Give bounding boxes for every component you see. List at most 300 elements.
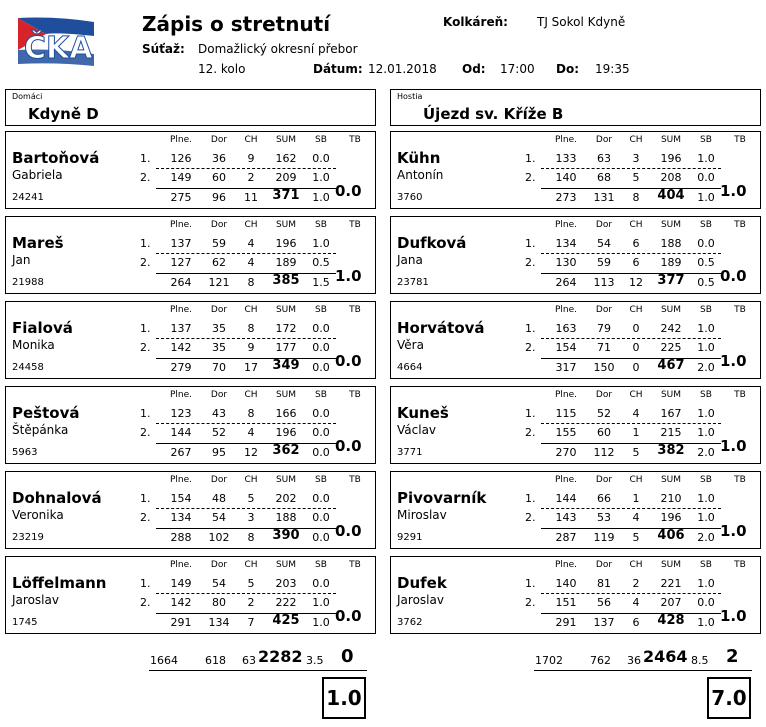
column-header: Plne. — [554, 135, 578, 145]
column-header: TB — [734, 475, 746, 485]
game-number: 1. — [140, 407, 151, 420]
player-tb: 1.0 — [335, 267, 362, 285]
player-total-sum: 385 — [272, 273, 300, 288]
column-header: SB — [700, 135, 712, 145]
player-total-value: 112 — [593, 446, 615, 459]
column-header: SUM — [275, 135, 297, 145]
game-value: 66 — [597, 492, 611, 505]
game-value: 130 — [555, 256, 577, 269]
game-number: 1. — [525, 322, 536, 335]
game-value: 9 — [247, 341, 255, 354]
player-id: 23219 — [12, 532, 44, 543]
player-total-value: 134 — [208, 616, 230, 629]
player-surname: Dohnalová — [12, 489, 102, 507]
player-first-name: Štěpánka — [12, 423, 69, 437]
column-header: TB — [734, 390, 746, 400]
player-surname: Löffelmann — [12, 574, 107, 592]
home-totals-line — [149, 670, 367, 671]
game-value: 79 — [597, 322, 611, 335]
game-value: 188 — [660, 237, 682, 250]
column-header: TB — [349, 390, 361, 400]
player-total-value: 131 — [593, 191, 615, 204]
game-value: 52 — [212, 426, 226, 439]
total-separator — [156, 443, 336, 444]
competition-label: Súťaž: — [142, 42, 185, 56]
column-header: SB — [315, 560, 327, 570]
column-header: SB — [315, 390, 327, 400]
player-total-value: 121 — [208, 276, 230, 289]
game-value: 4 — [632, 511, 640, 524]
game-value: 196 — [275, 426, 297, 439]
game-value: 115 — [555, 407, 577, 420]
player-surname: Horvátová — [397, 319, 485, 337]
row-separator — [541, 593, 721, 594]
game-value: 142 — [170, 341, 192, 354]
game-value: 0.5 — [312, 256, 330, 269]
player-total-value: 1.5 — [312, 276, 330, 289]
away-team-name: Újezd sv. Kříže B — [423, 105, 564, 123]
player-id: 24241 — [12, 192, 44, 203]
column-header: Plne. — [169, 560, 193, 570]
column-header: Dor — [210, 305, 228, 315]
player-total-value: 1.0 — [697, 616, 715, 629]
game-value: 4 — [247, 237, 255, 250]
game-value: 196 — [660, 152, 682, 165]
player-total-value: 96 — [212, 191, 226, 204]
game-value: 137 — [170, 322, 192, 335]
total-separator — [541, 528, 721, 529]
competition-value: Domažlický okresní přebor — [198, 42, 358, 56]
player-id: 21988 — [12, 277, 44, 288]
game-value: 208 — [660, 171, 682, 184]
away-final-score: 7.0 — [707, 677, 751, 719]
game-number: 1. — [525, 577, 536, 590]
player-total-value: 137 — [593, 616, 615, 629]
home-player-card — [5, 301, 376, 379]
game-value: 71 — [597, 341, 611, 354]
column-header: SB — [315, 135, 327, 145]
player-total-value: 0.0 — [312, 361, 330, 374]
game-value: 0.5 — [697, 256, 715, 269]
column-header: TB — [734, 560, 746, 570]
game-value: 3 — [247, 511, 255, 524]
game-number: 1. — [140, 237, 151, 250]
game-value: 1.0 — [697, 322, 715, 335]
game-value: 1 — [632, 492, 640, 505]
row-separator — [156, 423, 336, 424]
game-value: 0.0 — [312, 426, 330, 439]
player-id: 24458 — [12, 362, 44, 373]
game-number: 2. — [140, 171, 151, 184]
game-value: 196 — [660, 511, 682, 524]
page-title: Zápis o stretnutí — [142, 12, 331, 36]
game-value: 1.0 — [312, 171, 330, 184]
column-header: Dor — [595, 560, 613, 570]
column-header: CH — [629, 475, 643, 485]
row-separator — [541, 168, 721, 169]
date-value: 12.01.2018 — [368, 62, 437, 76]
column-header: Plne. — [554, 220, 578, 230]
player-tb: 0.0 — [335, 437, 362, 455]
row-separator — [541, 423, 721, 424]
game-value: 60 — [212, 171, 226, 184]
game-value: 167 — [660, 407, 682, 420]
column-header: SB — [700, 475, 712, 485]
game-value: 0.0 — [697, 596, 715, 609]
game-number: 2. — [140, 341, 151, 354]
player-total-value: 8 — [247, 531, 255, 544]
game-value: 0.0 — [312, 341, 330, 354]
player-total-value: 1.0 — [312, 191, 330, 204]
game-value: 140 — [555, 577, 577, 590]
game-number: 1. — [525, 407, 536, 420]
game-value: 203 — [275, 577, 297, 590]
game-number: 2. — [525, 256, 536, 269]
svg-text:ČKA: ČKA — [24, 31, 93, 66]
game-value: 1.0 — [697, 152, 715, 165]
player-total-sum: 382 — [657, 443, 685, 458]
player-surname: Fialová — [12, 319, 73, 337]
game-value: 6 — [632, 256, 640, 269]
game-number: 2. — [525, 596, 536, 609]
player-total-value: 275 — [170, 191, 192, 204]
away-total-sum: 2464 — [643, 647, 688, 666]
column-header: TB — [349, 560, 361, 570]
game-value: 1.0 — [312, 237, 330, 250]
away-team-box — [390, 89, 761, 126]
game-value: 1.0 — [697, 511, 715, 524]
game-value: 2 — [247, 596, 255, 609]
player-surname: Kühn — [397, 149, 441, 167]
player-first-name: Václav — [397, 423, 437, 437]
home-total-ch: 63 — [242, 654, 256, 667]
game-value: 144 — [170, 426, 192, 439]
player-total-value: 6 — [632, 616, 640, 629]
game-value: 59 — [212, 237, 226, 250]
player-surname: Dufková — [397, 234, 467, 252]
away-player-card — [390, 471, 761, 549]
column-header: SUM — [660, 475, 682, 485]
game-value: 3 — [632, 152, 640, 165]
game-number: 2. — [525, 171, 536, 184]
player-total-value: 17 — [244, 361, 258, 374]
player-first-name: Miroslav — [397, 508, 447, 522]
game-value: 0.0 — [312, 152, 330, 165]
player-surname: Bartoňová — [12, 149, 100, 167]
player-total-sum: 467 — [657, 358, 685, 373]
column-header: Dor — [595, 220, 613, 230]
column-header: SUM — [660, 135, 682, 145]
game-value: 222 — [275, 596, 297, 609]
column-header: CH — [629, 135, 643, 145]
column-header: SUM — [275, 475, 297, 485]
to-label: Do: — [556, 62, 580, 76]
game-number: 2. — [525, 511, 536, 524]
player-surname: Mareš — [12, 234, 64, 252]
player-total-sum: 404 — [657, 188, 685, 203]
away-total-plne: 1702 — [535, 654, 563, 667]
total-separator — [541, 358, 721, 359]
game-number: 1. — [525, 237, 536, 250]
column-header: CH — [629, 390, 643, 400]
row-separator — [541, 253, 721, 254]
player-total-value: 264 — [170, 276, 192, 289]
player-tb: 1.0 — [720, 607, 747, 625]
game-value: 1.0 — [312, 596, 330, 609]
column-header: SUM — [275, 560, 297, 570]
column-header: SB — [315, 475, 327, 485]
player-tb: 0.0 — [335, 352, 362, 370]
column-header: Plne. — [169, 220, 193, 230]
column-header: SUM — [660, 305, 682, 315]
game-value: 0 — [632, 341, 640, 354]
player-total-value: 2.0 — [697, 446, 715, 459]
game-value: 189 — [660, 256, 682, 269]
column-header: SUM — [660, 220, 682, 230]
away-player-card — [390, 131, 761, 209]
away-player-card — [390, 386, 761, 464]
column-header: CH — [244, 475, 258, 485]
player-total-value: 5 — [632, 446, 640, 459]
player-first-name: Veronika — [12, 508, 64, 522]
column-header: Plne. — [554, 560, 578, 570]
game-value: 133 — [555, 152, 577, 165]
game-number: 1. — [140, 322, 151, 335]
player-total-sum: 371 — [272, 188, 300, 203]
column-header: SB — [315, 305, 327, 315]
away-player-card — [390, 216, 761, 294]
game-value: 6 — [632, 237, 640, 250]
player-total-sum: 362 — [272, 443, 300, 458]
game-value: 162 — [275, 152, 297, 165]
game-value: 1.0 — [697, 577, 715, 590]
game-value: 80 — [212, 596, 226, 609]
game-value: 36 — [212, 152, 226, 165]
column-header: CH — [629, 220, 643, 230]
column-header: SUM — [275, 305, 297, 315]
player-first-name: Gabriela — [12, 168, 63, 182]
game-value: 1.0 — [697, 492, 715, 505]
player-tb: 0.0 — [335, 182, 362, 200]
player-id: 5963 — [12, 447, 38, 458]
game-value: 4 — [632, 407, 640, 420]
player-id: 23781 — [397, 277, 429, 288]
player-tb: 0.0 — [335, 522, 362, 540]
row-separator — [156, 593, 336, 594]
game-value: 134 — [170, 511, 192, 524]
row-separator — [156, 338, 336, 339]
home-player-card — [5, 471, 376, 549]
game-value: 5 — [247, 492, 255, 505]
game-number: 1. — [525, 492, 536, 505]
total-separator — [541, 613, 721, 614]
player-tb: 0.0 — [720, 267, 747, 285]
game-number: 2. — [140, 256, 151, 269]
column-header: SUM — [660, 560, 682, 570]
game-value: 140 — [555, 171, 577, 184]
player-total-value: 8 — [247, 276, 255, 289]
game-value: 123 — [170, 407, 192, 420]
game-number: 2. — [140, 596, 151, 609]
column-header: SB — [700, 560, 712, 570]
column-header: Plne. — [169, 475, 193, 485]
player-total-value: 70 — [212, 361, 226, 374]
away-player-card — [390, 301, 761, 379]
player-total-value: 7 — [247, 616, 255, 629]
column-header: Plne. — [554, 305, 578, 315]
player-id: 9291 — [397, 532, 423, 543]
game-value: 8 — [247, 322, 255, 335]
round: 12. kolo — [198, 62, 246, 76]
game-value: 126 — [170, 152, 192, 165]
column-header: Plne. — [169, 305, 193, 315]
game-value: 149 — [170, 171, 192, 184]
player-total-value: 12 — [629, 276, 643, 289]
player-total-sum: 428 — [657, 613, 685, 628]
game-value: 63 — [597, 152, 611, 165]
home-team-box — [5, 89, 376, 126]
player-first-name: Jan — [12, 253, 31, 267]
total-separator — [156, 358, 336, 359]
home-total-plne: 1664 — [150, 654, 178, 667]
column-header: Dor — [595, 305, 613, 315]
column-header: TB — [349, 305, 361, 315]
player-first-name: Antonín — [397, 168, 444, 182]
column-header: TB — [734, 220, 746, 230]
player-total-sum: 377 — [657, 273, 685, 288]
total-separator — [541, 188, 721, 189]
game-number: 2. — [140, 511, 151, 524]
game-number: 2. — [525, 426, 536, 439]
home-player-card — [5, 131, 376, 209]
row-separator — [156, 508, 336, 509]
column-header: Dor — [595, 475, 613, 485]
game-value: 196 — [275, 237, 297, 250]
player-surname: Dufek — [397, 574, 447, 592]
game-value: 215 — [660, 426, 682, 439]
home-player-card — [5, 216, 376, 294]
game-value: 4 — [247, 426, 255, 439]
player-surname: Peštová — [12, 404, 80, 422]
game-value: 127 — [170, 256, 192, 269]
column-header: SB — [700, 390, 712, 400]
game-value: 151 — [555, 596, 577, 609]
player-total-value: 291 — [170, 616, 192, 629]
column-header: SB — [700, 305, 712, 315]
logo — [16, 14, 98, 68]
player-total-value: 2.0 — [697, 361, 715, 374]
game-value: 225 — [660, 341, 682, 354]
player-id: 1745 — [12, 617, 38, 628]
player-total-value: 267 — [170, 446, 192, 459]
date-label: Dátum: — [313, 62, 363, 76]
game-value: 155 — [555, 426, 577, 439]
game-value: 52 — [597, 407, 611, 420]
column-header: Dor — [595, 135, 613, 145]
game-value: 207 — [660, 596, 682, 609]
column-header: CH — [629, 305, 643, 315]
game-value: 8 — [247, 407, 255, 420]
column-header: Dor — [210, 220, 228, 230]
game-value: 188 — [275, 511, 297, 524]
game-value: 134 — [555, 237, 577, 250]
away-label: Hostia — [397, 92, 423, 101]
row-separator — [156, 168, 336, 169]
player-total-value: 2.0 — [697, 531, 715, 544]
column-header: Dor — [595, 390, 613, 400]
column-header: TB — [734, 305, 746, 315]
game-value: 5 — [247, 577, 255, 590]
home-label: Domáci — [12, 92, 43, 101]
to-value: 19:35 — [595, 62, 630, 76]
player-total-value: 287 — [555, 531, 577, 544]
column-header: CH — [244, 390, 258, 400]
game-value: 0.0 — [697, 171, 715, 184]
game-value: 221 — [660, 577, 682, 590]
column-header: Plne. — [554, 390, 578, 400]
game-value: 202 — [275, 492, 297, 505]
from-label: Od: — [462, 62, 486, 76]
player-total-value: 270 — [555, 446, 577, 459]
player-tb: 0.0 — [335, 607, 362, 625]
column-header: TB — [349, 135, 361, 145]
home-total-sb: 3.5 — [306, 654, 324, 667]
away-total-dor: 762 — [590, 654, 611, 667]
game-value: 68 — [597, 171, 611, 184]
player-id: 3771 — [397, 447, 423, 458]
game-value: 62 — [212, 256, 226, 269]
player-tb: 1.0 — [720, 352, 747, 370]
lanes-value: TJ Sokol Kdyně — [537, 15, 626, 29]
game-value: 209 — [275, 171, 297, 184]
game-value: 166 — [275, 407, 297, 420]
player-total-sum: 406 — [657, 528, 685, 543]
player-id: 4664 — [397, 362, 423, 373]
game-value: 137 — [170, 237, 192, 250]
game-value: 1 — [632, 426, 640, 439]
game-number: 1. — [140, 492, 151, 505]
column-header: Plne. — [554, 475, 578, 485]
column-header: CH — [244, 220, 258, 230]
away-player-card — [390, 556, 761, 634]
game-value: 9 — [247, 152, 255, 165]
total-separator — [156, 613, 336, 614]
from-value: 17:00 — [500, 62, 535, 76]
total-separator — [541, 443, 721, 444]
home-total-dor: 618 — [205, 654, 226, 667]
column-header: TB — [349, 220, 361, 230]
away-total-sb: 8.5 — [691, 654, 709, 667]
game-value: 81 — [597, 577, 611, 590]
player-total-value: 150 — [593, 361, 615, 374]
lanes-label: Kolkáreň: — [443, 15, 508, 29]
column-header: SB — [700, 220, 712, 230]
column-header: CH — [629, 560, 643, 570]
player-total-value: 0.5 — [697, 276, 715, 289]
game-value: 154 — [555, 341, 577, 354]
game-value: 242 — [660, 322, 682, 335]
game-value: 177 — [275, 341, 297, 354]
away-totals-line — [534, 670, 752, 671]
column-header: TB — [349, 475, 361, 485]
column-header: CH — [244, 305, 258, 315]
home-player-card — [5, 386, 376, 464]
game-value: 1.0 — [697, 407, 715, 420]
game-number: 2. — [140, 426, 151, 439]
total-separator — [156, 528, 336, 529]
home-total-sum: 2282 — [258, 647, 303, 666]
player-total-value: 102 — [208, 531, 230, 544]
